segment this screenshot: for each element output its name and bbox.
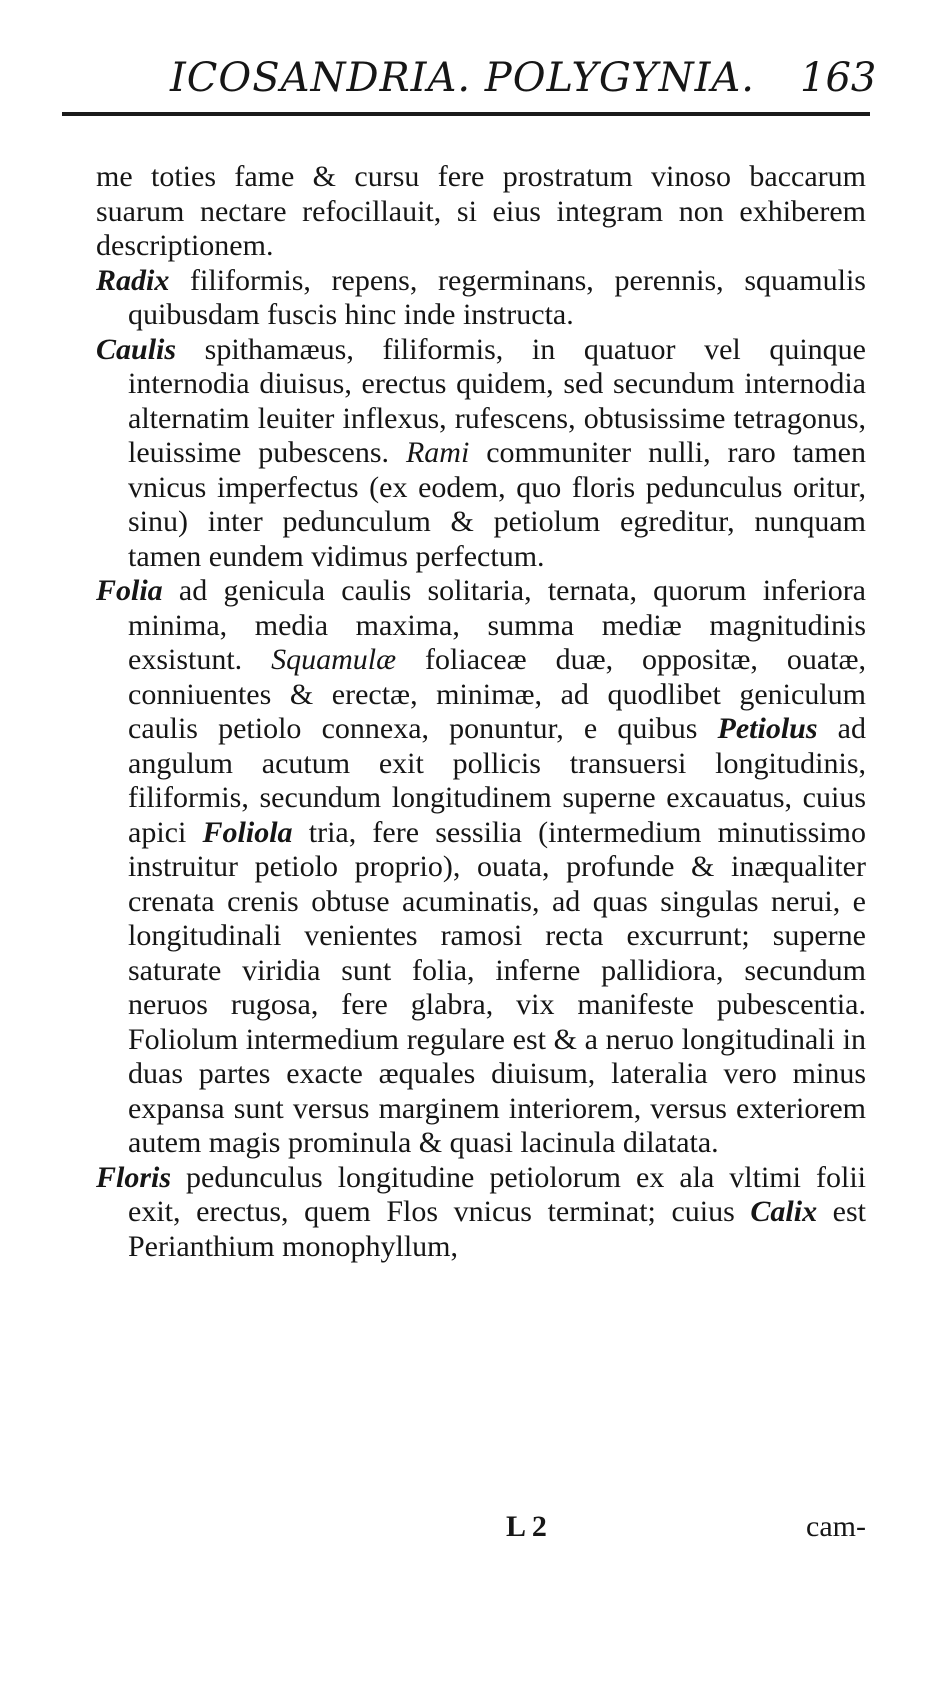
paragraph-intro xyxy=(96,160,866,264)
term-calix: Calix xyxy=(750,1195,818,1228)
term-folia: Folia xyxy=(96,574,163,607)
caulis-text: spithamæus, filiformis, in quatuor vel quinque internodia diuisus, erectus quidem, sed secundum internodia alternatim leuiter inflexus, rufescens, obtusissime tetragonus, leuissime pubescens. xyxy=(128,332,866,469)
catchword: cam- xyxy=(806,1510,866,1543)
term-petiolus: Petiolus xyxy=(717,712,818,745)
page-footer xyxy=(96,1510,866,1554)
running-head xyxy=(160,50,877,106)
folia-text-3: ad angulum acutum exit pollicis transuersi longitudinis, filiformis, secundum longitudinem superne excauatus, cuius apici xyxy=(128,712,866,849)
folia-text: ad genicula caulis solitaria, ternata, quorum inferiora minima, media maxima, summa mediæ magnitudinis exsistunt. xyxy=(128,574,866,676)
paragraph-caulis xyxy=(96,333,866,575)
term-caulis: Caulis xyxy=(96,332,177,366)
radix-text: filiformis, repens, regerminans, perennis, squamulis quibusdam fuscis hinc inde instructa. xyxy=(128,263,866,331)
page-number: 163 xyxy=(800,55,877,101)
term-radix: Radix xyxy=(96,263,170,297)
intro-text: me toties fame & cursu fere prostratum vinoso baccarum suarum nectare refocillauit, si eius integram non exhiberem descriptionem. xyxy=(96,160,866,262)
term-rami: Rami xyxy=(405,436,470,469)
floris-text: pedunculus longitudine petiolorum ex ala vltimi folii exit, erectus, quem Flos vnicus terminat; cuius xyxy=(128,1160,866,1228)
running-title: ICOSANDRIA. POLYGYNIA. xyxy=(170,55,755,101)
caulis-text-2: communiter nulli, raro tamen vnicus imperfectus (ex eodem, quo floris pedunculus oritur, sinu) inter pedunculum & petiolum egreditur, nunquam tamen eundem vidimus perfectum. xyxy=(128,436,866,573)
signature-mark: L 2 xyxy=(506,1510,547,1543)
body-text xyxy=(96,160,866,1264)
term-floris: Floris xyxy=(96,1160,172,1194)
term-squamulae: Squamulæ xyxy=(271,643,397,676)
paragraph-radix xyxy=(96,264,866,333)
floris-text-2: est Perianthium monophyllum, xyxy=(128,1195,866,1263)
folia-text-4: tria, fere sessilia (intermedium minutissimo instruitur petiolo proprio), ouata, profunde & inæqualiter crenata crenis obtuse acuminatis, ad quas singulas nerui, e longitudinali venientes ramosi recta excurrunt; superne saturate viridia sunt folia, inferne pallidiora, secundum neruos rugosa, fere glabra, vix manifeste pubescentia. Foliolum intermedium regulare est & a neruo longitudinali in duas partes exacte æquales diuisum, lateralia vero minus expansa sunt versus marginem interiorem, versus exteriorem autem magis prominula & quasi lacinula dilatata. xyxy=(128,815,866,1159)
paragraph-folia xyxy=(96,574,866,1161)
folia-text-2: foliaceæ duæ, oppositæ, ouatæ, conniuentes & erectæ, minimæ, ad quodlibet geniculum caulis petiolo connexa, ponuntur, e quibus xyxy=(128,643,867,745)
header-rule xyxy=(62,112,870,116)
paragraph-floris xyxy=(96,1161,866,1265)
term-foliola: Foliola xyxy=(202,815,293,849)
